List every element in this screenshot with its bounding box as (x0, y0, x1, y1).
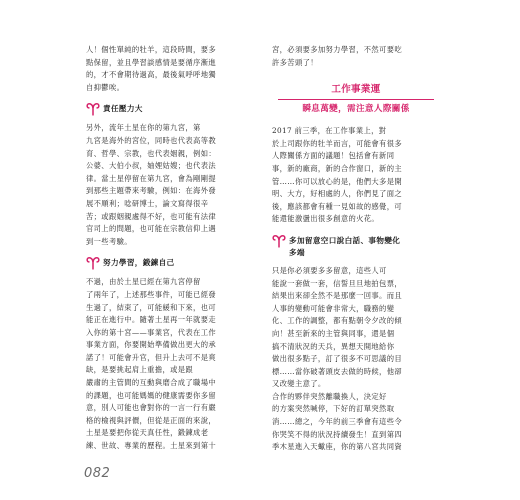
intro-paragraph (272, 44, 440, 69)
body-paragraph (272, 265, 440, 454)
text-line: 2017 前三季，在工作事業上，對 (272, 126, 387, 136)
text-line: 事，新的廠商，新的合作窗口，新的主 (272, 163, 402, 173)
text-line: 能正在進行中。隨著土星再一年就要走 (86, 315, 216, 325)
text-line: 管……你可以放心的是，他們大多是開 (272, 176, 402, 186)
aries-icon (272, 234, 286, 248)
text-line: 的方案突然喊停，下好的訂單突然取 (272, 404, 395, 414)
text-line: 又改變主意了。 (272, 379, 326, 389)
right-column (272, 44, 440, 454)
text-line: 人事的變動可能會非常大，職務的變 (272, 303, 395, 313)
text-line: 意，別人可能也會對你的一言一行有嚴 (86, 403, 216, 413)
text-line: 點保留，並且學習談感情是要循序漸進 (86, 57, 216, 67)
text-line: 九宮是海外的宮位，同時也代表高等教 (86, 135, 216, 145)
text-line: 不過，由於土星已經在第九宮停留 (86, 277, 201, 287)
text-line: 結果出來卻全然不是那麼一回事。而且 (272, 291, 402, 301)
text-line: 到那些主題帶來考驗，例如：在海外發 (86, 186, 216, 196)
text-line: 許多苦頭了！ (272, 57, 318, 67)
text-line: 做出很多點子，訂了很多不可思議的目 (272, 354, 402, 364)
heading-line: 多加留意空口說白話、事物變化 (289, 235, 401, 245)
text-line: 生過了，結束了，可能緩和下來，也可 (86, 302, 216, 312)
text-line: 消……總之，今年的前三季會有這些令 (272, 417, 402, 427)
section-heading-text: 責任壓力大 (103, 104, 143, 114)
text-line: 缺，是要挑起肩上重擔，或是跟 (86, 365, 194, 375)
banner-title: 工作事業運 (278, 83, 434, 100)
text-line: 土星是要把你從天真任性，鍛鍊成老 (86, 428, 209, 438)
aries-icon (86, 102, 100, 116)
aries-icon (86, 256, 100, 270)
left-column (86, 44, 254, 453)
text-line: 標……當你破著頭皮去做的時候，他卻 (272, 366, 402, 376)
text-line: 律。當土星停留在第九宮，會為剛剛提 (86, 173, 216, 183)
text-line: 苦；或跟姻親處得不好，也可能有法律 (86, 211, 216, 221)
text-line: 事業方面，你要開始準備做出更大的承 (86, 340, 216, 350)
text-line: 的，才不會期待過高，最後氣呼呼地獨 (86, 70, 216, 80)
text-line: 你哭笑不得的狀況持續發生！直到第四 (272, 429, 402, 439)
text-line: 練、世故、專業的歷程。土星來到第十 (86, 441, 216, 451)
text-line: 自抑鬱唉。 (86, 82, 125, 92)
text-line: 於上司跟你的牡羊而言，可能會有很多 (272, 138, 402, 148)
text-line: 宮，必須要多加努力學習，不然可要吃 (272, 45, 402, 54)
text-line: 官司上的問題，也可能在宗教信仰上遇 (86, 224, 216, 234)
section-heading-text: 努力學習，鍛鍊自己 (103, 258, 175, 268)
section-banner (272, 83, 440, 115)
section-heading-responsibility (86, 103, 254, 116)
text-line: 搞不清狀況的天兵，異想天開地給你 (272, 341, 395, 351)
text-line: 另外，流年土星在你的第九宮，第 (86, 123, 201, 133)
text-line: 只是你必須要多多留意，這些人可 (272, 265, 387, 275)
body-paragraph (86, 276, 254, 452)
text-line: 合作的夥伴突然離職換人，決定好 (272, 391, 387, 401)
heading-line: 多端 (289, 247, 305, 257)
body-paragraph (86, 122, 254, 248)
section-heading-caution (272, 235, 440, 259)
text-line: 人際關係方面的議題！包括會有新同 (272, 151, 395, 161)
intro-paragraph (86, 44, 254, 94)
text-line: 向！甚至新來的主管與同事，還是個 (272, 328, 395, 338)
text-line: 明、大方，好相處的人，你們見了面之 (272, 189, 402, 199)
text-line: 諾了！可能會升官，但升上去可不是爽 (86, 352, 216, 362)
text-line: 育、哲學、宗教，也代表姻親，例如： (86, 148, 216, 158)
section-heading-study (86, 257, 254, 270)
text-line: 公婆、大伯小叔，妯娌姑嫂；也代表法 (86, 161, 216, 171)
text-line: 季木星進入天蠍座，你的第八宮共同資 (272, 442, 402, 452)
text-line: 能還能激盪出很多創意的火花。 (272, 214, 380, 224)
banner-subtitle: 瞬息萬變，需注意人際關係 (302, 104, 410, 115)
text-line: 後，應該都會有種一見如故的感覺，可 (272, 201, 402, 211)
text-line: 嚴肅的主管間的互動與磨合成了職場中 (86, 378, 216, 388)
text-line: 人！個性單純的牡羊，這段時間，要多 (86, 45, 216, 54)
text-line: 化、工作的調整，都有點朝令夕改的傾 (272, 316, 402, 326)
text-line: 到一些考驗。 (86, 236, 132, 246)
text-line: 入你的第十宮——事業宮，代表在工作 (86, 327, 216, 337)
text-line: 能說一套做一套，信誓旦旦地拍包票， (272, 278, 402, 288)
page-number: 082 (84, 466, 111, 481)
body-paragraph (272, 125, 440, 226)
text-line: 展不順利；唸研博士，論文寫得很辛 (86, 198, 209, 208)
text-line: 格的檢視與評價，但從是正面的來說， (86, 415, 216, 425)
text-line: 的課題，也可能媽媽的健康需要你多留 (86, 390, 216, 400)
text-line: 了兩年了，上述那些事件，可能已經發 (86, 289, 216, 299)
section-heading-text (289, 235, 400, 259)
